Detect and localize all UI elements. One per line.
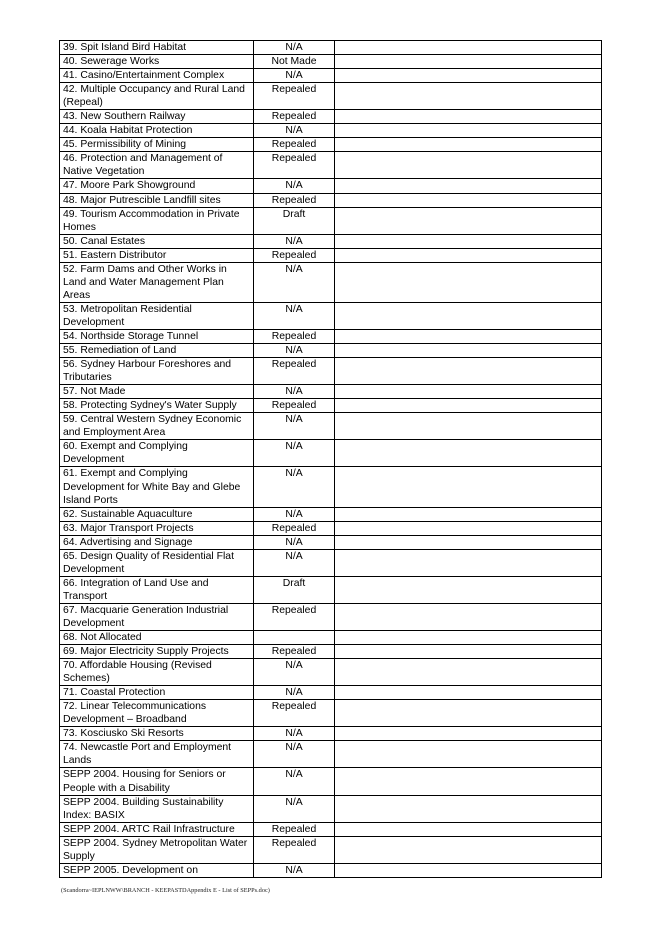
table-row [60, 631, 602, 645]
sepp-name-cell: SEPP 2005. Development on [60, 863, 254, 877]
table-row [60, 535, 602, 549]
sepp-notes-cell [335, 248, 602, 262]
sepp-status-cell: N/A [254, 344, 335, 358]
table-row [60, 399, 602, 413]
sepp-status-cell: N/A [254, 179, 335, 193]
sepp-status-cell: N/A [254, 659, 335, 686]
sepp-status-cell: Repealed [254, 521, 335, 535]
sepp-name-cell: 68. Not Allocated [60, 631, 254, 645]
sepp-notes-cell [335, 686, 602, 700]
sepp-name-cell: SEPP 2004. Housing for Seniors or People with a Disability [60, 768, 254, 795]
sepp-notes-cell [335, 207, 602, 234]
sepp-name-cell: 70. Affordable Housing (Revised Schemes) [60, 659, 254, 686]
sepp-name-cell: 74. Newcastle Port and Employment Lands [60, 741, 254, 768]
table-row [60, 207, 602, 234]
sepp-status-cell: Repealed [254, 358, 335, 385]
sepp-notes-cell [335, 535, 602, 549]
sepp-notes-cell [335, 659, 602, 686]
sepp-notes-cell [335, 55, 602, 69]
sepp-name-cell: 67. Macquarie Generation Industrial Development [60, 603, 254, 630]
sepp-name-cell: 73. Kosciusko Ski Resorts [60, 727, 254, 741]
table-row [60, 302, 602, 329]
sepp-name-cell: 65. Design Quality of Residential Flat Development [60, 549, 254, 576]
sepp-notes-cell [335, 549, 602, 576]
sepp-notes-cell [335, 521, 602, 535]
sepp-status-cell: Repealed [254, 152, 335, 179]
sepp-notes-cell [335, 302, 602, 329]
sepp-status-cell: N/A [254, 69, 335, 83]
sepp-notes-cell [335, 836, 602, 863]
sepp-status-cell: N/A [254, 385, 335, 399]
table-row [60, 55, 602, 69]
sepp-name-cell: SEPP 2004. ARTC Rail Infrastructure [60, 822, 254, 836]
sepp-name-cell: 48. Major Putrescible Landfill sites [60, 193, 254, 207]
sepp-notes-cell [335, 344, 602, 358]
table-row [60, 863, 602, 877]
table-row [60, 822, 602, 836]
table-row [60, 83, 602, 110]
sepp-status-cell: Repealed [254, 700, 335, 727]
sepp-notes-cell [335, 399, 602, 413]
sepp-status-cell [254, 631, 335, 645]
sepp-status-cell: Repealed [254, 329, 335, 343]
sepp-status-cell: N/A [254, 795, 335, 822]
sepp-name-cell: 58. Protecting Sydney's Water Supply [60, 399, 254, 413]
sepp-notes-cell [335, 262, 602, 302]
sepp-name-cell: 40. Sewerage Works [60, 55, 254, 69]
sepp-notes-cell [335, 467, 602, 507]
sepp-notes-cell [335, 741, 602, 768]
sepp-name-cell: 62. Sustainable Aquaculture [60, 507, 254, 521]
sepp-name-cell: 61. Exempt and Complying Development for White Bay and Glebe Island Ports [60, 467, 254, 507]
table-row [60, 413, 602, 440]
table-row [60, 248, 602, 262]
sepp-notes-cell [335, 124, 602, 138]
sepp-name-cell: 55. Remediation of Land [60, 344, 254, 358]
sepp-status-cell: N/A [254, 768, 335, 795]
table-row [60, 603, 602, 630]
sepp-notes-cell [335, 358, 602, 385]
sepp-status-cell: N/A [254, 413, 335, 440]
sepp-status-cell: N/A [254, 507, 335, 521]
sepp-name-cell: 56. Sydney Harbour Foreshores and Tributaries [60, 358, 254, 385]
sepp-notes-cell [335, 576, 602, 603]
sepp-status-cell: N/A [254, 741, 335, 768]
sepp-name-cell: 41. Casino/Entertainment Complex [60, 69, 254, 83]
table-row [60, 262, 602, 302]
table-row [60, 741, 602, 768]
sepp-name-cell: 42. Multiple Occupancy and Rural Land (Repeal) [60, 83, 254, 110]
sepp-notes-cell [335, 645, 602, 659]
sepp-status-cell: N/A [254, 440, 335, 467]
document-footer-path: (Scandorra~IEPLNWW\BRANCH - KEEPASTDAppendix E - List of SEPPs.doc) [61, 887, 270, 894]
sepp-name-cell: 69. Major Electricity Supply Projects [60, 645, 254, 659]
sepp-status-cell: Not Made [254, 55, 335, 69]
sepp-name-cell: 49. Tourism Accommodation in Private Homes [60, 207, 254, 234]
sepp-name-cell: 47. Moore Park Showground [60, 179, 254, 193]
sepp-status-cell: Repealed [254, 138, 335, 152]
table-row [60, 358, 602, 385]
sepp-notes-cell [335, 138, 602, 152]
sepp-status-cell: N/A [254, 234, 335, 248]
sepp-notes-cell [335, 863, 602, 877]
sepp-name-cell: 39. Spit Island Bird Habitat [60, 41, 254, 55]
sepp-status-cell: Repealed [254, 645, 335, 659]
sepp-name-cell: 43. New Southern Railway [60, 110, 254, 124]
sepp-status-cell: Draft [254, 576, 335, 603]
sepp-notes-cell [335, 152, 602, 179]
sepp-status-cell: N/A [254, 302, 335, 329]
sepp-notes-cell [335, 631, 602, 645]
sepp-name-cell: 44. Koala Habitat Protection [60, 124, 254, 138]
sepp-notes-cell [335, 385, 602, 399]
sepp-notes-cell [335, 41, 602, 55]
sepp-notes-cell [335, 69, 602, 83]
sepp-status-cell: N/A [254, 863, 335, 877]
sepp-status-cell: Repealed [254, 836, 335, 863]
sepp-name-cell: SEPP 2004. Building Sustainability Index: BASIX [60, 795, 254, 822]
sepp-name-cell: 72. Linear Telecommunications Development – Broadband [60, 700, 254, 727]
sepp-name-cell: 71. Coastal Protection [60, 686, 254, 700]
table-row [60, 124, 602, 138]
sepp-status-cell: Repealed [254, 822, 335, 836]
sepp-status-cell: Repealed [254, 399, 335, 413]
table-row [60, 179, 602, 193]
sepp-name-cell: 54. Northside Storage Tunnel [60, 329, 254, 343]
sepp-notes-cell [335, 440, 602, 467]
sepp-notes-cell [335, 329, 602, 343]
sepp-status-cell: N/A [254, 549, 335, 576]
table-row [60, 686, 602, 700]
sepp-notes-cell [335, 768, 602, 795]
table-row [60, 152, 602, 179]
sepp-notes-cell [335, 110, 602, 124]
table-row [60, 110, 602, 124]
table-row [60, 329, 602, 343]
sepp-name-cell: 50. Canal Estates [60, 234, 254, 248]
sepp-name-cell: 45. Permissibility of Mining [60, 138, 254, 152]
table-row [60, 234, 602, 248]
sepp-notes-cell [335, 234, 602, 248]
sepp-notes-cell [335, 507, 602, 521]
table-row [60, 768, 602, 795]
table-row [60, 700, 602, 727]
sepp-status-cell: N/A [254, 727, 335, 741]
sepp-name-cell: 64. Advertising and Signage [60, 535, 254, 549]
sepp-name-cell: 53. Metropolitan Residential Development [60, 302, 254, 329]
table-row [60, 41, 602, 55]
sepp-notes-cell [335, 413, 602, 440]
sepp-status-cell: N/A [254, 262, 335, 302]
sepp-name-cell: 51. Eastern Distributor [60, 248, 254, 262]
table-row [60, 836, 602, 863]
sepp-status-cell: Repealed [254, 83, 335, 110]
sepp-status-cell: N/A [254, 686, 335, 700]
sepp-status-cell: N/A [254, 467, 335, 507]
table-row [60, 193, 602, 207]
table-row [60, 507, 602, 521]
table-row [60, 549, 602, 576]
sepp-name-cell: 63. Major Transport Projects [60, 521, 254, 535]
sepp-notes-cell [335, 727, 602, 741]
sepp-notes-cell [335, 83, 602, 110]
table-row [60, 795, 602, 822]
sepp-name-cell: 52. Farm Dams and Other Works in Land and Water Management Plan Areas [60, 262, 254, 302]
table-row [60, 385, 602, 399]
table-row [60, 576, 602, 603]
sepp-status-cell: N/A [254, 535, 335, 549]
table-row [60, 659, 602, 686]
sepp-table-body [60, 41, 602, 878]
sepp-name-cell: 66. Integration of Land Use and Transport [60, 576, 254, 603]
sepp-status-cell: Repealed [254, 248, 335, 262]
sepp-notes-cell [335, 822, 602, 836]
sepp-table [59, 40, 602, 878]
sepp-notes-cell [335, 795, 602, 822]
table-row [60, 138, 602, 152]
sepp-name-cell: 60. Exempt and Complying Development [60, 440, 254, 467]
sepp-status-cell: Repealed [254, 603, 335, 630]
sepp-status-cell: Repealed [254, 110, 335, 124]
table-row [60, 467, 602, 507]
sepp-name-cell: 57. Not Made [60, 385, 254, 399]
sepp-status-cell: N/A [254, 41, 335, 55]
sepp-name-cell: 46. Protection and Management of Native Vegetation [60, 152, 254, 179]
sepp-notes-cell [335, 193, 602, 207]
sepp-name-cell: SEPP 2004. Sydney Metropolitan Water Supply [60, 836, 254, 863]
sepp-notes-cell [335, 179, 602, 193]
table-row [60, 69, 602, 83]
table-row [60, 344, 602, 358]
sepp-notes-cell [335, 603, 602, 630]
sepp-status-cell: Draft [254, 207, 335, 234]
table-row [60, 440, 602, 467]
sepp-status-cell: Repealed [254, 193, 335, 207]
table-row [60, 521, 602, 535]
table-row [60, 645, 602, 659]
table-row [60, 727, 602, 741]
sepp-status-cell: N/A [254, 124, 335, 138]
sepp-notes-cell [335, 700, 602, 727]
sepp-name-cell: 59. Central Western Sydney Economic and Employment Area [60, 413, 254, 440]
